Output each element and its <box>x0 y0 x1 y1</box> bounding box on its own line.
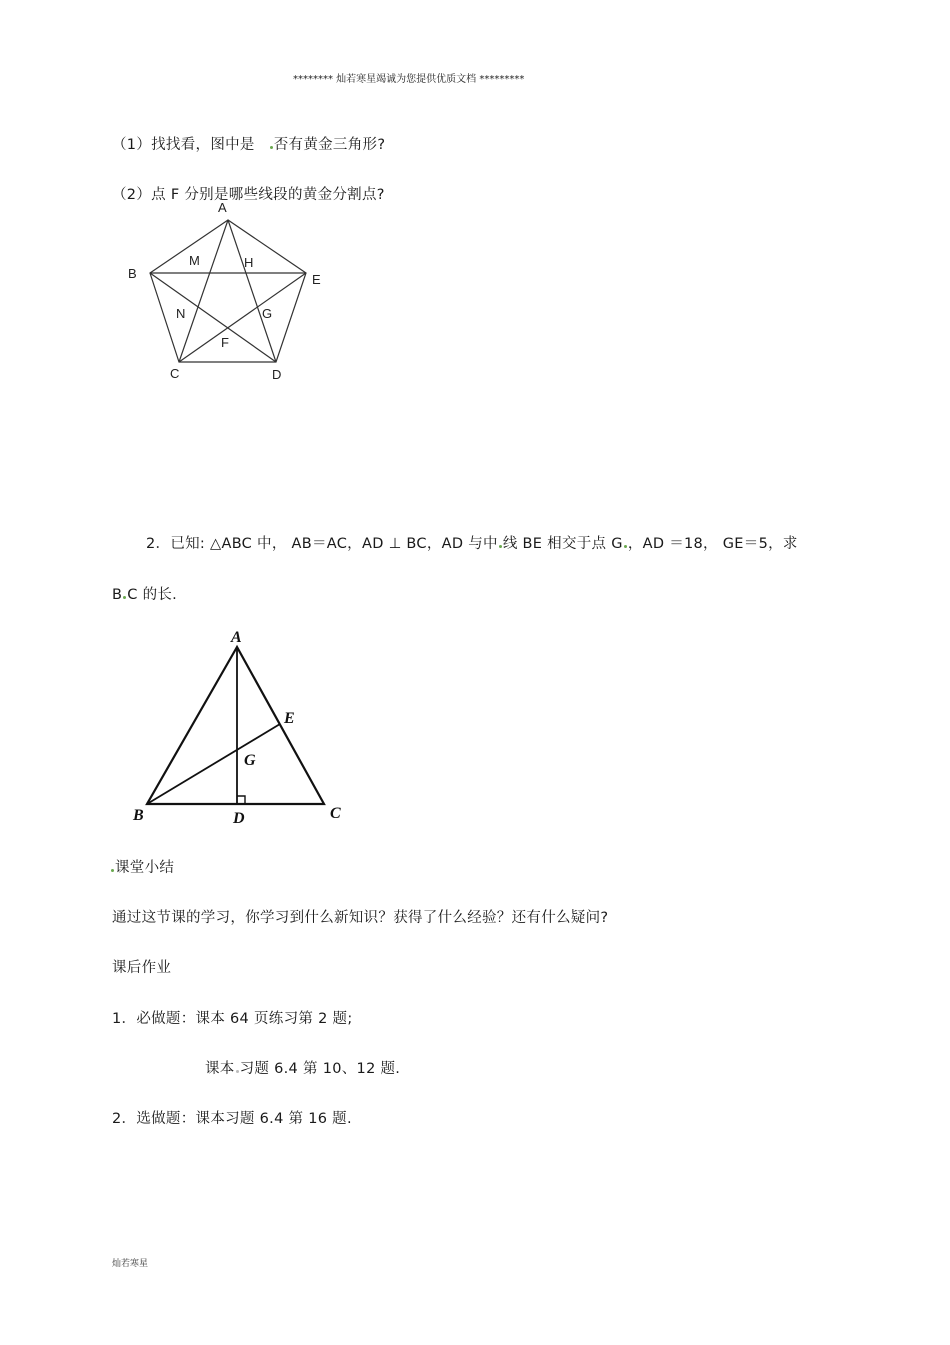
q2-line1-c: ，AD ＝18， GE＝5，求 <box>627 536 798 552</box>
label-D: D <box>272 367 282 382</box>
marker-dot <box>499 545 502 548</box>
label-B: B <box>128 266 137 281</box>
homework-title: 课后作业 <box>112 960 172 976</box>
label-A: A <box>231 629 242 646</box>
label-D: D <box>233 810 245 827</box>
homework-item-2: 2．选做题：课本习题 6.4 第 16 题. <box>112 1111 352 1127</box>
label-C: C <box>170 366 180 381</box>
label-G: G <box>262 306 273 321</box>
q2-line1-b: 线 BE 相交于点 G <box>502 536 623 552</box>
q2-line1-a: 2．已知: △ABC 中， AB＝AC，AD ⊥ BC，AD 与中 <box>146 536 498 552</box>
marker-dot <box>236 1070 239 1073</box>
question-2-line-1 <box>146 532 798 553</box>
homework-item-1b-a: 课本 <box>205 1061 235 1077</box>
marker-dot <box>123 596 126 599</box>
page-header: ******** 灿若寒星竭诚为您提供优质文档 ********* <box>293 74 525 85</box>
page-footer: 灿若寒星 <box>112 1259 149 1269</box>
q2-line2-a: B <box>112 587 123 603</box>
homework-item-1: 1．必做题：课本 64 页练习第 2 题; <box>112 1011 353 1027</box>
homework-item-1b-b: 习题 6.4 第 10、12 题. <box>239 1061 401 1077</box>
diagonal-AD <box>228 220 276 362</box>
label-C: C <box>330 805 341 822</box>
segment-BE <box>147 724 280 804</box>
q2-line2-b: C 的长. <box>127 587 178 603</box>
label-A: A <box>218 200 227 215</box>
summary-body: 通过这节课的学习，你学习到什么新知识？获得了什么经验？还有什么疑问? <box>112 910 609 926</box>
label-N: N <box>176 306 186 321</box>
marker-dot <box>624 545 627 548</box>
label-M: M <box>189 253 200 268</box>
label-F: F <box>221 335 229 350</box>
triangle-ABC <box>147 647 324 804</box>
question-2-line-2 <box>112 583 177 604</box>
question-1-part-1 <box>112 133 385 154</box>
q1-part1-text-a: （1）找找看，图中是 <box>112 137 255 153</box>
question-1-part-2: （2）点 F 分别是哪些线段的黄金分割点? <box>112 187 385 203</box>
q1-part1-text-b: 否有黄金三角形? <box>273 137 386 153</box>
marker-dot <box>111 869 114 872</box>
homework-item-1b <box>205 1057 400 1078</box>
label-E: E <box>284 710 295 727</box>
pentagram-figure <box>120 195 340 390</box>
summary-title-text: 课堂小结 <box>115 860 175 876</box>
marker-dot <box>270 146 273 149</box>
label-H: H <box>244 255 254 270</box>
label-G: G <box>244 752 256 769</box>
label-B: B <box>133 807 144 824</box>
diagonal-EC <box>179 273 306 362</box>
triangle-figure <box>125 622 355 832</box>
label-E: E <box>312 272 321 287</box>
diagonal-BD <box>150 273 276 362</box>
summary-title <box>110 856 174 877</box>
right-angle-mark <box>237 796 245 804</box>
